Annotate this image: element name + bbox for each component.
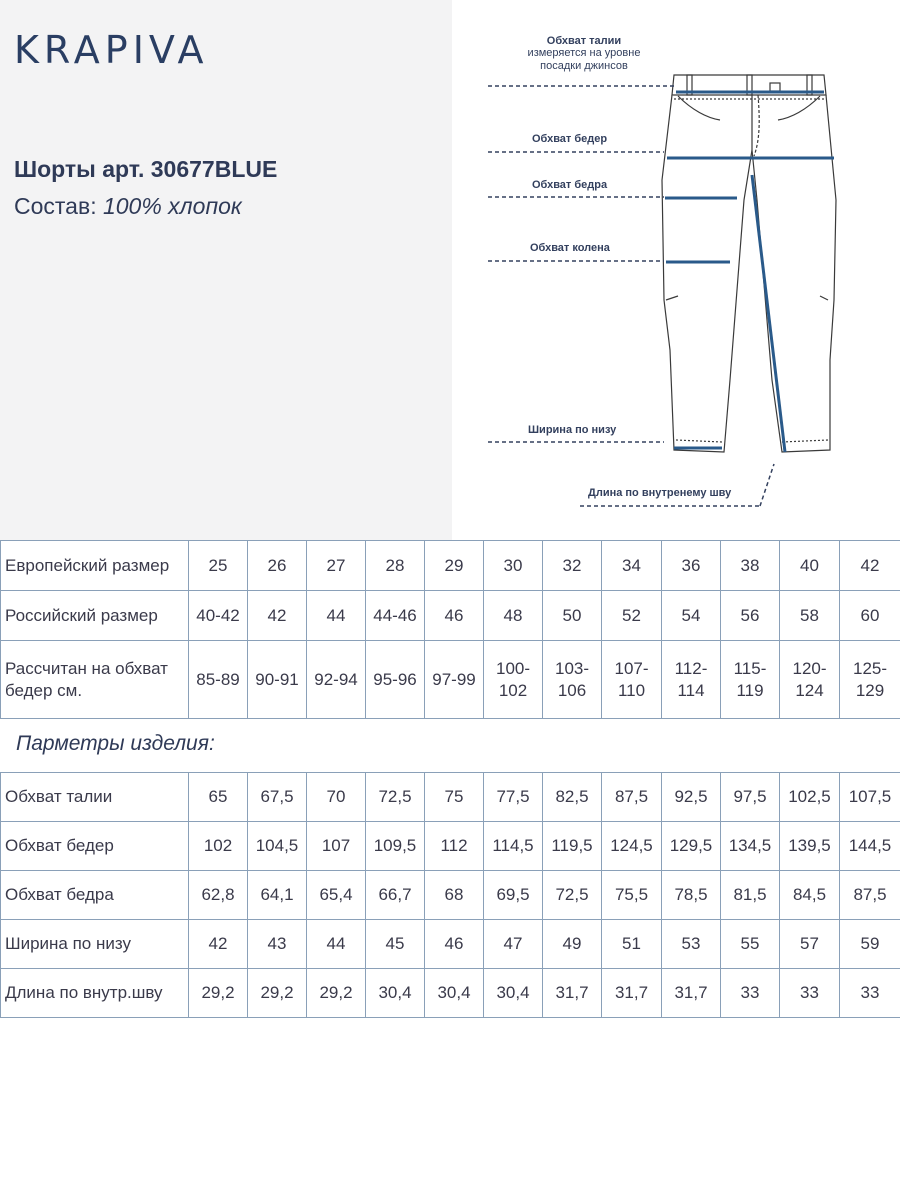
table-row bbox=[1, 591, 900, 641]
table-cell: 36 bbox=[662, 541, 721, 591]
table-cell: 75,5 bbox=[602, 871, 662, 920]
table-cell: 30,4 bbox=[425, 969, 484, 1018]
table-row bbox=[1, 641, 900, 719]
table-cell: 44 bbox=[307, 591, 366, 641]
table-cell: 42 bbox=[840, 541, 900, 591]
table-row bbox=[1, 773, 900, 822]
brand-logo: KRAPIVA bbox=[14, 28, 209, 72]
table-cell: 65,4 bbox=[307, 871, 366, 920]
table-cell: 107-110 bbox=[602, 641, 662, 719]
table-row bbox=[1, 541, 900, 591]
table-cell: 92-94 bbox=[307, 641, 366, 719]
table-cell: 33 bbox=[780, 969, 840, 1018]
table-cell: 65 bbox=[189, 773, 248, 822]
table-cell: 40 bbox=[780, 541, 840, 591]
callout-waist-sub2: посадки джинсов bbox=[540, 60, 628, 72]
table-cell: 68 bbox=[425, 871, 484, 920]
row-label: Обхват талии bbox=[1, 773, 189, 822]
callout-waist-title: Обхват талии bbox=[546, 35, 622, 47]
table-cell: 45 bbox=[366, 920, 425, 969]
callout-waist-sub1: измеряется на уровне bbox=[527, 47, 641, 59]
table-cell: 64,1 bbox=[248, 871, 307, 920]
table-cell: 92,5 bbox=[662, 773, 721, 822]
table-cell: 29,2 bbox=[189, 969, 248, 1018]
table-cell: 42 bbox=[189, 920, 248, 969]
callout-knee: Обхват колена bbox=[530, 242, 610, 254]
table-cell: 29,2 bbox=[248, 969, 307, 1018]
table-cell: 59 bbox=[840, 920, 900, 969]
table-cell: 55 bbox=[721, 920, 780, 969]
table-cell: 107,5 bbox=[840, 773, 900, 822]
callout-hips: Обхват бедер bbox=[532, 133, 608, 145]
table-cell: 81,5 bbox=[721, 871, 780, 920]
params-table bbox=[0, 772, 900, 1018]
table-cell: 107 bbox=[307, 822, 366, 871]
table-row bbox=[1, 920, 900, 969]
table-cell: 46 bbox=[425, 920, 484, 969]
table-cell: 56 bbox=[721, 591, 780, 641]
table-cell: 29 bbox=[425, 541, 484, 591]
table-cell: 95-96 bbox=[366, 641, 425, 719]
table-cell: 30 bbox=[484, 541, 543, 591]
table-cell: 48 bbox=[484, 591, 543, 641]
callout-thigh: Обхват бедра bbox=[532, 179, 608, 191]
callout-waist bbox=[514, 35, 654, 73]
pants-illustration bbox=[452, 0, 900, 540]
table-cell: 40-42 bbox=[189, 591, 248, 641]
table-cell: 44-46 bbox=[366, 591, 425, 641]
table-cell: 84,5 bbox=[780, 871, 840, 920]
table-cell: 134,5 bbox=[721, 822, 780, 871]
table-cell: 78,5 bbox=[662, 871, 721, 920]
callout-hem: Ширина по низу bbox=[528, 424, 617, 436]
table-cell: 62,8 bbox=[189, 871, 248, 920]
table-row bbox=[1, 969, 900, 1018]
table-cell: 102,5 bbox=[780, 773, 840, 822]
product-title: Шорты арт. 30677BLUE bbox=[14, 156, 278, 182]
table-cell: 120-124 bbox=[780, 641, 840, 719]
composition bbox=[14, 193, 242, 220]
table-cell: 77,5 bbox=[484, 773, 543, 822]
table-row bbox=[1, 871, 900, 920]
row-label: Ширина по низу bbox=[1, 920, 189, 969]
table-cell: 49 bbox=[543, 920, 602, 969]
pants-diagram bbox=[452, 0, 900, 540]
table-cell: 144,5 bbox=[840, 822, 900, 871]
table-cell: 34 bbox=[602, 541, 662, 591]
table-cell: 102 bbox=[189, 822, 248, 871]
composition-label: Состав: bbox=[14, 193, 97, 219]
table-cell: 87,5 bbox=[602, 773, 662, 822]
table-cell: 31,7 bbox=[662, 969, 721, 1018]
table-cell: 115-119 bbox=[721, 641, 780, 719]
table-cell: 67,5 bbox=[248, 773, 307, 822]
table-cell: 72,5 bbox=[366, 773, 425, 822]
table-cell: 33 bbox=[721, 969, 780, 1018]
table-cell: 46 bbox=[425, 591, 484, 641]
table-cell: 72,5 bbox=[543, 871, 602, 920]
table-cell: 30,4 bbox=[366, 969, 425, 1018]
table-cell: 58 bbox=[780, 591, 840, 641]
table-cell: 43 bbox=[248, 920, 307, 969]
row-label: Обхват бедра bbox=[1, 871, 189, 920]
table-cell: 25 bbox=[189, 541, 248, 591]
table-cell: 82,5 bbox=[543, 773, 602, 822]
row-label: Российский размер bbox=[1, 591, 189, 641]
table-cell: 33 bbox=[840, 969, 900, 1018]
table-cell: 104,5 bbox=[248, 822, 307, 871]
row-label: Длина по внутр.шву bbox=[1, 969, 189, 1018]
table-cell: 38 bbox=[721, 541, 780, 591]
table-cell: 57 bbox=[780, 920, 840, 969]
table-cell: 75 bbox=[425, 773, 484, 822]
table-cell: 90-91 bbox=[248, 641, 307, 719]
table-cell: 32 bbox=[543, 541, 602, 591]
row-label: Обхват бедер bbox=[1, 822, 189, 871]
table-row bbox=[1, 822, 900, 871]
table-cell: 66,7 bbox=[366, 871, 425, 920]
info-panel bbox=[0, 0, 452, 540]
table-cell: 109,5 bbox=[366, 822, 425, 871]
sizes-table bbox=[0, 540, 900, 719]
table-cell: 129,5 bbox=[662, 822, 721, 871]
table-cell: 112-114 bbox=[662, 641, 721, 719]
table-cell: 112 bbox=[425, 822, 484, 871]
table-cell: 69,5 bbox=[484, 871, 543, 920]
table-cell: 60 bbox=[840, 591, 900, 641]
table-cell: 31,7 bbox=[543, 969, 602, 1018]
composition-value: 100% хлопок bbox=[102, 193, 242, 219]
table-cell: 103-106 bbox=[543, 641, 602, 719]
table-cell: 139,5 bbox=[780, 822, 840, 871]
table-cell: 42 bbox=[248, 591, 307, 641]
table-cell: 97,5 bbox=[721, 773, 780, 822]
table-cell: 50 bbox=[543, 591, 602, 641]
table-cell: 30,4 bbox=[484, 969, 543, 1018]
params-heading: Парметры изделия: bbox=[16, 732, 215, 755]
table-cell: 31,7 bbox=[602, 969, 662, 1018]
table-cell: 124,5 bbox=[602, 822, 662, 871]
table-cell: 54 bbox=[662, 591, 721, 641]
table-cell: 97-99 bbox=[425, 641, 484, 719]
table-cell: 119,5 bbox=[543, 822, 602, 871]
table-cell: 70 bbox=[307, 773, 366, 822]
row-label: Рассчитан на обхват бедер см. bbox=[1, 641, 189, 719]
table-cell: 44 bbox=[307, 920, 366, 969]
table-cell: 114,5 bbox=[484, 822, 543, 871]
table-cell: 29,2 bbox=[307, 969, 366, 1018]
table-cell: 47 bbox=[484, 920, 543, 969]
table-cell: 100-102 bbox=[484, 641, 543, 719]
callout-inseam: Длина по внутренему шву bbox=[588, 487, 732, 499]
table-cell: 26 bbox=[248, 541, 307, 591]
table-cell: 27 bbox=[307, 541, 366, 591]
table-cell: 52 bbox=[602, 591, 662, 641]
table-cell: 125-129 bbox=[840, 641, 900, 719]
table-cell: 87,5 bbox=[840, 871, 900, 920]
row-label: Европейский размер bbox=[1, 541, 189, 591]
table-cell: 53 bbox=[662, 920, 721, 969]
table-cell: 85-89 bbox=[189, 641, 248, 719]
table-cell: 51 bbox=[602, 920, 662, 969]
table-cell: 28 bbox=[366, 541, 425, 591]
